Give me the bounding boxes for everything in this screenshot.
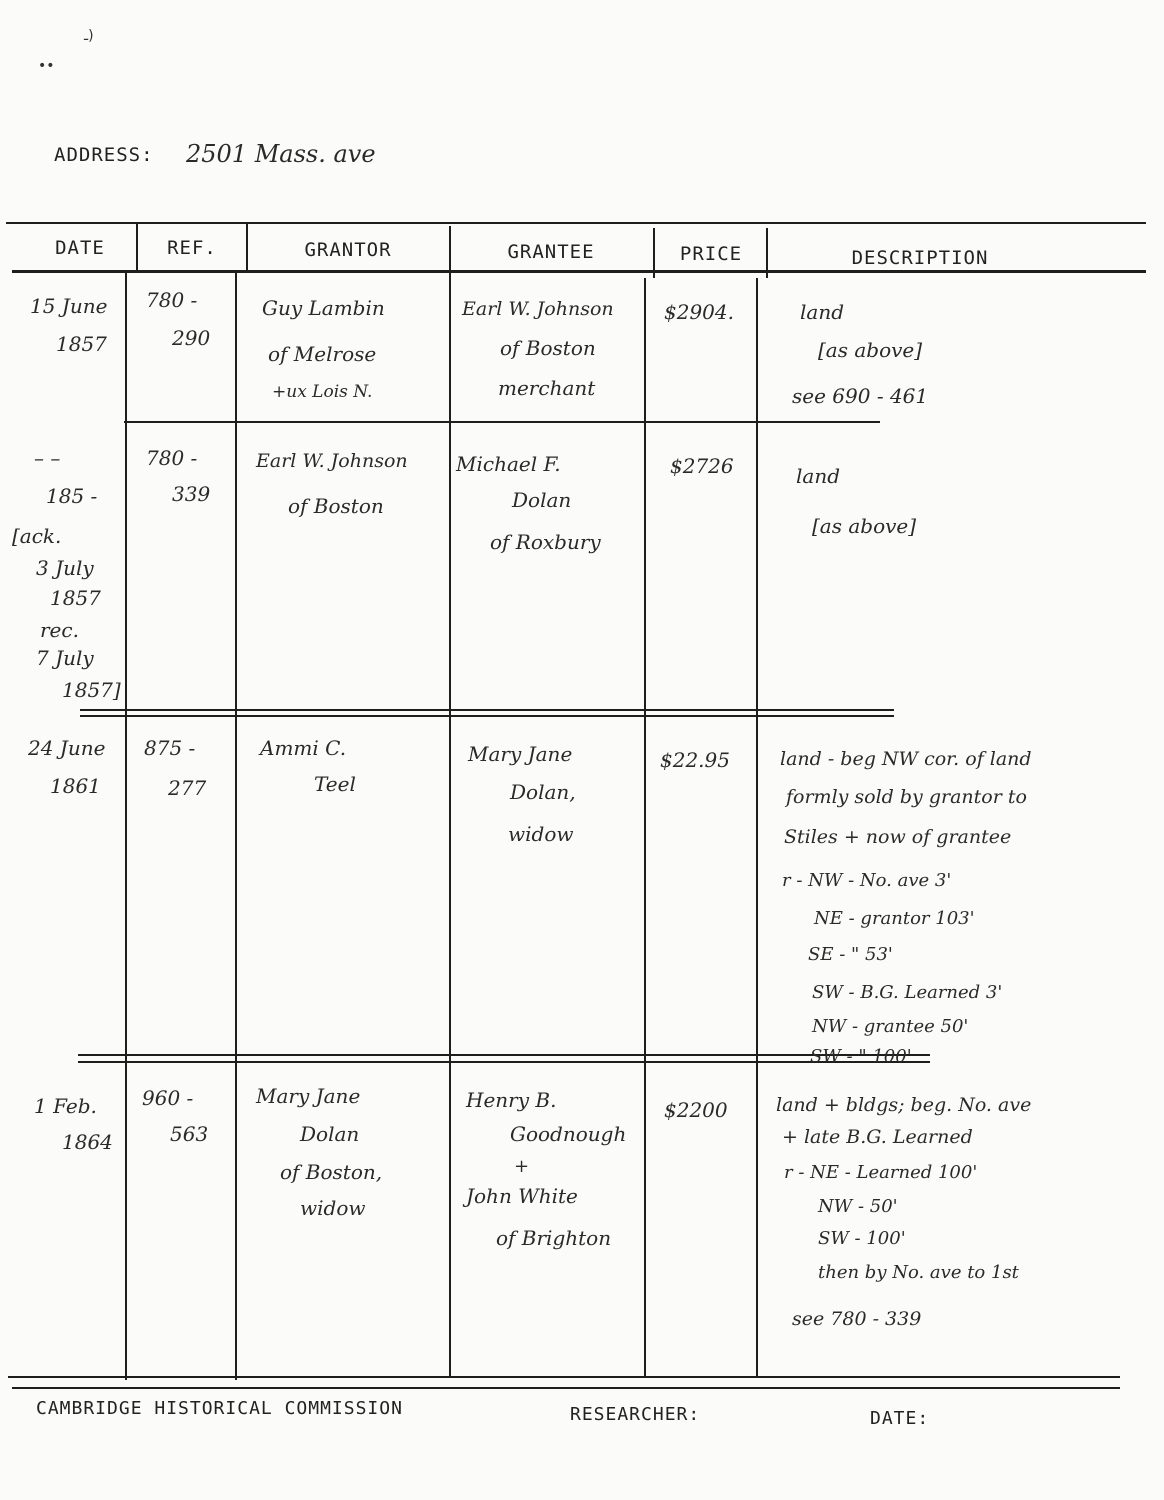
researcher-label: RESEARCHER: [570,1404,701,1425]
ref-line: 339 [172,482,211,506]
header-date: DATE [55,237,105,259]
description-line: [as above] [818,338,923,362]
date-line: – – [34,446,61,470]
date-line: [ack. [12,524,62,548]
date-line: 1857] [62,678,121,702]
grantor-line: Earl W. Johnson [256,450,408,472]
grantor-line: Teel [314,772,356,796]
header-description: DESCRIPTION [851,247,989,269]
price-value: $2200 [664,1098,728,1122]
stray-mark: ـ) [84,28,94,44]
grantee-line: Dolan [512,488,572,512]
grantor-line: of Melrose [268,342,377,366]
grantor-line: +ux Lois N. [272,382,373,402]
description-line: SW - 100' [818,1228,906,1249]
price-value: $2904. [664,300,734,324]
stray-mark: •• [38,58,55,74]
grantee-line: Earl W. Johnson [462,298,614,320]
ref-line: 960 - [142,1086,194,1110]
grantor-line: of Boston [288,494,384,518]
date-label: DATE: [870,1408,930,1429]
grantor-line: of Boston, [280,1160,383,1184]
ref-line: 780 - [146,446,198,470]
col-line-date-body [125,272,127,1380]
row-divider-3a [78,1054,930,1056]
description-line: NW - 50' [818,1196,898,1217]
col-line-grantor [449,226,451,1376]
grantee-line: + [514,1156,530,1177]
grantee-line: of Brighton [496,1226,612,1250]
date-line: 1 Feb. [34,1094,97,1118]
header-bottom-rule [12,270,1146,273]
header-price: PRICE [679,243,743,265]
price-value: $2726 [670,454,734,478]
grantee-line: merchant [498,376,596,400]
date-line: 24 June [28,736,106,760]
grantee-line: Goodnough [510,1122,627,1146]
description-line: SW - " 100' [810,1046,912,1067]
grantee-line: of Roxbury [490,530,601,554]
ref-line: 563 [170,1122,209,1146]
description-line: land + bldgs; beg. No. ave [776,1094,1032,1116]
description-line: then by No. ave to 1st [818,1262,1019,1283]
address-value: 2501 Mass. ave [186,140,376,168]
description-line: see 690 - 461 [792,384,929,408]
col-line-ref-body [235,272,237,1380]
description-line: land [796,464,841,488]
description-line: formly sold by grantor to [786,786,1027,808]
grantor-line: Mary Jane [256,1084,361,1108]
date-line: 3 July [36,556,94,580]
footer-rule [12,1387,1120,1389]
grantor-line: widow [300,1196,366,1220]
description-line: r - NW - No. ave 3' [782,870,952,891]
col-line-grantee-body [644,278,646,1378]
col-line-price [766,228,768,278]
ref-line: 277 [168,776,207,800]
row-divider-2a [80,709,894,711]
grantor-line: Dolan [300,1122,360,1146]
ref-line: 290 [172,326,211,350]
description-line: + late B.G. Learned [782,1126,973,1148]
grantee-line: Henry B. [466,1088,557,1112]
grantee-line: John White [466,1184,578,1208]
date-line: 1857 [50,586,101,610]
row-divider-3b [78,1061,930,1063]
grantor-line: Ammi C. [260,736,347,760]
col-line-price-body [756,278,758,1378]
date-line: 185 - [46,484,98,508]
grantee-line: of Boston [500,336,596,360]
grantor-line: Guy Lambin [262,296,385,320]
description-line: Stiles + now of grantee [784,826,1012,848]
col-line-date [136,222,138,272]
header-grantee: GRANTEE [507,241,595,263]
address-label: ADDRESS: [54,144,154,166]
price-value: $22.95 [660,748,730,772]
row-divider-2b [80,715,894,717]
description-line: NW - grantee 50' [812,1016,969,1037]
date-line: rec. [40,618,79,642]
date-line: 1861 [50,774,101,798]
grantee-line: Michael F. [456,452,561,476]
description-line: land [800,300,845,324]
description-line: NE - grantor 103' [814,908,975,929]
grantee-line: Mary Jane [468,742,573,766]
description-line: land - beg NW cor. of land [780,748,1032,770]
date-line: 15 June [30,294,108,318]
description-line: SE - " 53' [808,944,893,965]
header-grantor: GRANTOR [304,239,392,261]
date-line: 1864 [62,1130,113,1154]
description-line: see 780 - 339 [792,1308,922,1330]
col-line-grantee [653,228,655,278]
table-bottom-rule [8,1376,1120,1378]
grantee-line: widow [508,822,574,846]
grantee-line: Dolan, [510,780,576,804]
description-line: r - NE - Learned 100' [784,1162,978,1183]
row-divider-1 [124,421,880,423]
description-line: [as above] [812,514,917,538]
date-line: 1857 [56,332,107,356]
header-ref: REF. [167,237,217,259]
description-line: SW - B.G. Learned 3' [812,982,1003,1003]
ref-line: 875 - [144,736,196,760]
table-top-rule [6,222,1146,224]
ref-line: 780 - [146,288,198,312]
date-line: 7 July [36,646,94,670]
commission-name: CAMBRIDGE HISTORICAL COMMISSION [36,1398,403,1419]
col-line-ref [246,222,248,272]
